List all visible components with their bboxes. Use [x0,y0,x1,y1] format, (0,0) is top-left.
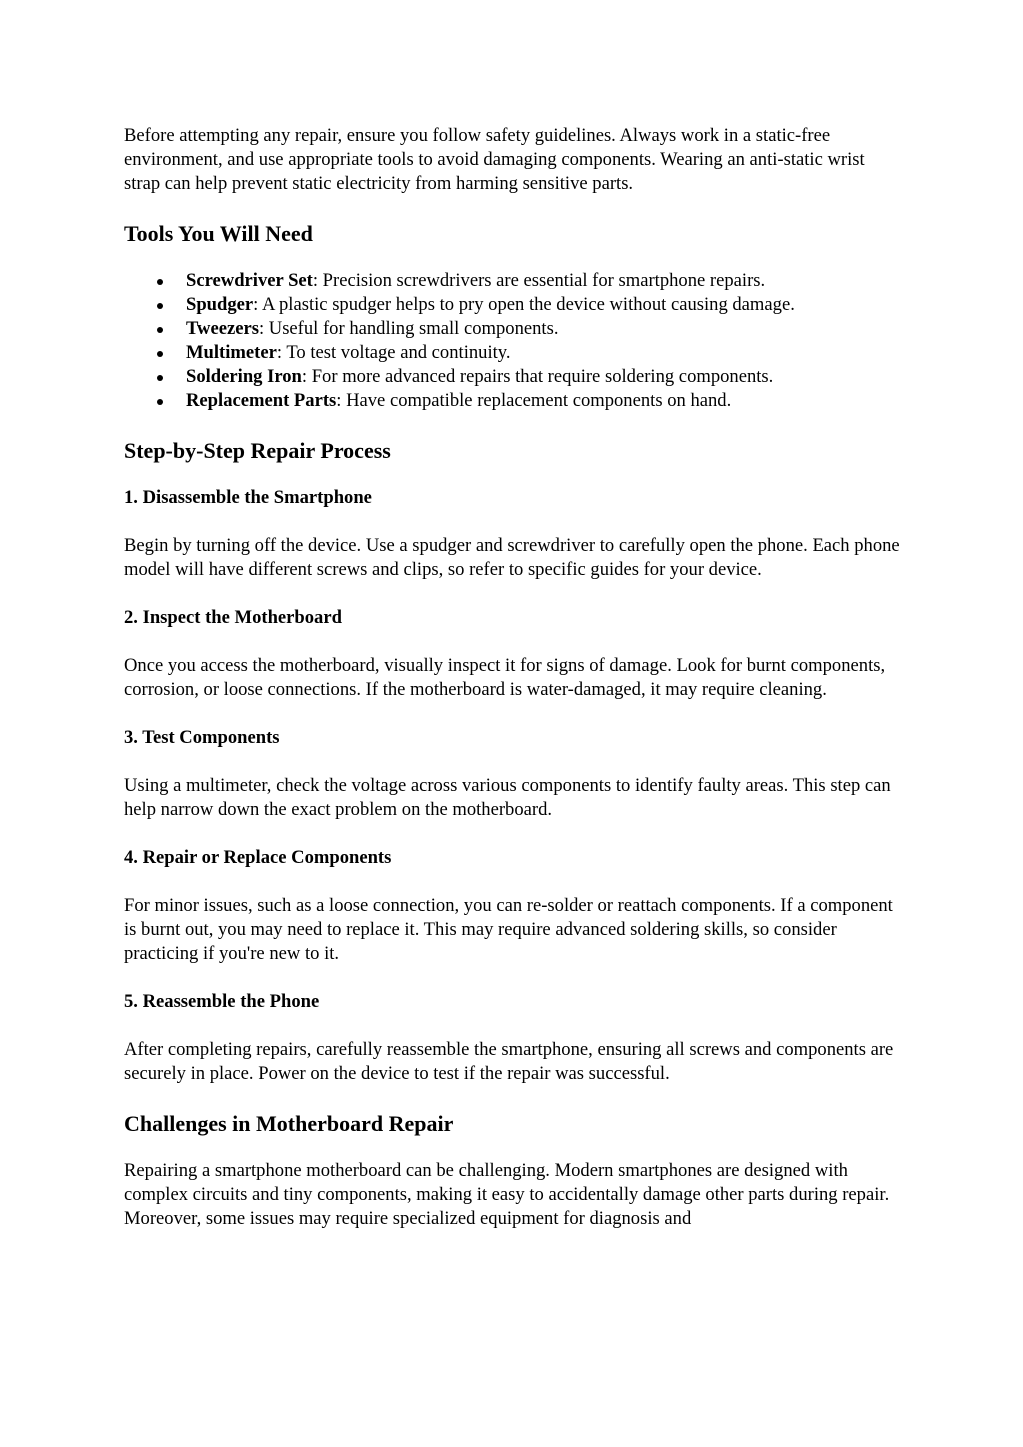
challenges-paragraph: Repairing a smartphone motherboard can be challenging. Modern smartphones are designed with complex circuits and tiny components, making it easy to accidentally damage other parts during repair. Moreover, some issues may require specialized equipment for diagnosis and [124,1160,890,1229]
intro-paragraph: Before attempting any repair, ensure you follow safety guidelines. Always work in a static-free environment, and use appropriate tools to avoid damaging components. Wearing an anti-static wrist strap can help prevent static electricity from harming sensitive parts. [124,125,865,194]
tool-description: : Precision screwdrivers are essential for smartphone repairs. [312,270,766,291]
tool-term: Soldering Iron [186,366,302,387]
list-item [124,389,904,413]
list-item [124,317,904,341]
step-text: Once you access the motherboard, visually inspect it for signs of damage. Look for burnt components, corrosion, or loose connections. If the motherboard is water-damaged, it may require cleaning. [124,655,886,700]
document-page [124,124,904,1255]
step-title: 5. Reassemble the Phone [124,991,320,1012]
bullet-icon [157,279,163,285]
tool-term: Tweezers [186,318,259,339]
list-item [124,365,904,389]
tool-description: : A plastic spudger helps to pry open the device without causing damage. [253,294,795,315]
tool-term: Replacement Parts [186,390,337,411]
step-text: For minor issues, such as a loose connection, you can re-solder or reattach components. If a component is burnt out, you may need to replace it. This may require advanced soldering skills, so consider practicing if you're new to it. [124,895,893,964]
bullet-icon [157,327,163,333]
list-item [124,341,904,365]
bullet-icon [157,303,163,309]
step-text: Begin by turning off the device. Use a spudger and screwdriver to carefully open the phone. Each phone model will have different screws and clips, so refer to specific guides for your device. [124,535,900,580]
step-title: 3. Test Components [124,727,280,748]
challenges-heading: Challenges in Motherboard Repair [124,1111,454,1136]
tools-heading: Tools You Will Need [124,221,313,246]
step-title: 2. Inspect the Motherboard [124,607,342,628]
tool-term: Screwdriver Set [186,270,313,291]
tool-term: Multimeter [186,342,277,363]
list-item [124,269,904,293]
tool-description: : For more advanced repairs that require soldering components. [301,366,774,387]
step-text: After completing repairs, carefully reassemble the smartphone, ensuring all screws and components are securely in place. Power on the device to test if the repair was successful. [124,1039,894,1084]
bullet-icon [157,399,163,405]
list-item [124,293,904,317]
bullet-icon [157,351,163,357]
bullet-icon [157,375,163,381]
tool-description: : Have compatible replacement components on hand. [336,390,732,411]
process-heading: Step-by-Step Repair Process [124,438,391,463]
tools-list [124,269,904,413]
step-title: 4. Repair or Replace Components [124,847,392,868]
tool-term: Spudger [186,294,254,315]
step-text: Using a multimeter, check the voltage across various components to identify faulty areas. This step can help narrow down the exact problem on the motherboard. [124,775,891,820]
step-title: 1. Disassemble the Smartphone [124,487,372,508]
tool-description: : To test voltage and continuity. [276,342,511,363]
tool-description: : Useful for handling small components. [258,318,559,339]
